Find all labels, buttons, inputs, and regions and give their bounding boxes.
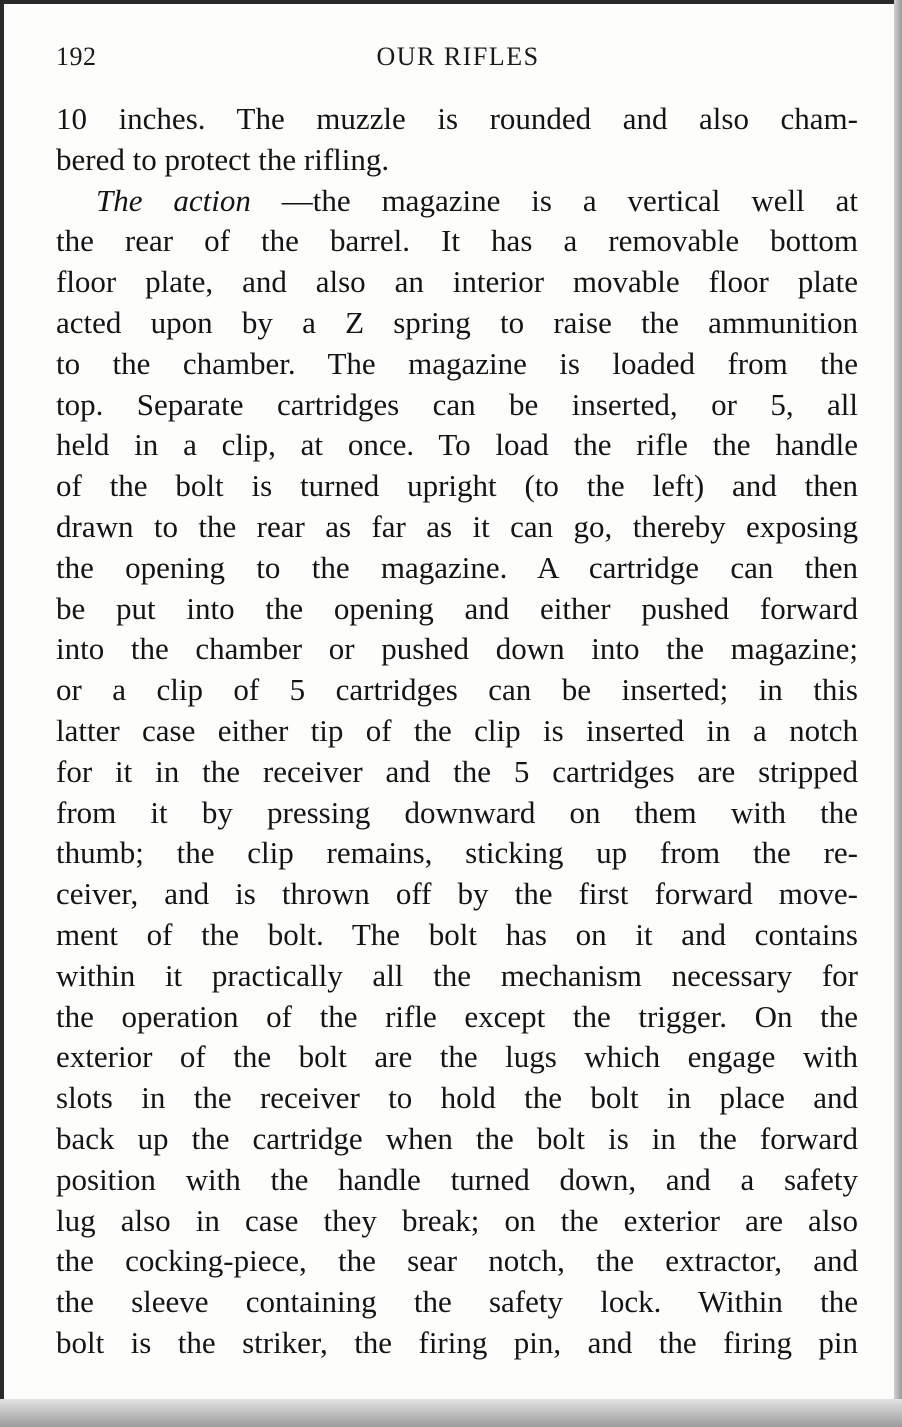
text-line: ceiver, and is thrown off by the first forward move- bbox=[56, 876, 858, 912]
lead-line-rest: —the magazine is a vertical well at bbox=[281, 182, 858, 218]
text-line: top. Separate cartridges can be inserted, or 5, all bbox=[56, 386, 858, 422]
scan-edge-left bbox=[0, 0, 4, 1427]
text-line: bolt is the striker, the firing pin, and the firing pin bbox=[56, 1324, 858, 1360]
text-line: back up the cartridge when the bolt is in the forward bbox=[56, 1120, 858, 1156]
paragraph-lead-line bbox=[56, 181, 858, 222]
text-line: the operation of the rifle except the trigger. On the bbox=[56, 998, 858, 1034]
text-line: for it in the receiver and the 5 cartridges are stripped bbox=[56, 753, 858, 789]
text-line: to the chamber. The magazine is loaded from the bbox=[56, 345, 858, 381]
section-lead-italic: The action bbox=[96, 182, 251, 218]
text-line: of the bolt is turned upright (to the left) and then bbox=[56, 468, 858, 504]
text-line: position with the handle turned down, and a safety bbox=[56, 1161, 858, 1197]
body-text bbox=[56, 99, 858, 1364]
text-line: floor plate, and also an interior movable floor plate bbox=[56, 264, 858, 300]
running-head: OUR RIFLES bbox=[376, 42, 540, 71]
text-line: drawn to the rear as far as it can go, thereby exposing bbox=[56, 508, 858, 544]
text-line: held in a clip, at once. To load the rifle the handle bbox=[56, 427, 858, 463]
text-line: acted upon by a Z spring to raise the ammunition bbox=[56, 304, 858, 340]
text-line: the rear of the barrel. It has a removable bottom bbox=[56, 223, 858, 259]
text-line: 10 inches. The muzzle is rounded and also cham- bbox=[56, 101, 858, 136]
text-line: from it by pressing downward on them with the bbox=[56, 794, 858, 830]
text-line: the opening to the magazine. A cartridge can then bbox=[56, 549, 858, 585]
page-number: 192 bbox=[56, 42, 97, 71]
page-header bbox=[56, 42, 860, 78]
text-line: latter case either tip of the clip is inserted in a notch bbox=[56, 712, 858, 748]
text-line: lug also in case they break; on the exterior are also bbox=[56, 1202, 858, 1238]
scan-edge-top bbox=[0, 0, 902, 4]
text-line: the sleeve containing the safety lock. Within the bbox=[56, 1284, 858, 1320]
text-line: or a clip of 5 cartridges can be inserted; in this bbox=[56, 672, 858, 708]
scan-edge-right bbox=[894, 0, 902, 1427]
text-line: exterior of the bolt are the lugs which engage with bbox=[56, 1039, 858, 1075]
text-line: ment of the bolt. The bolt has on it and contains bbox=[56, 916, 858, 952]
scan-edge-bottom bbox=[0, 1399, 902, 1427]
text-line: slots in the receiver to hold the bolt in place and bbox=[56, 1080, 858, 1116]
text-line: bered to protect the rifling. bbox=[56, 141, 390, 177]
text-line: the cocking-piece, the sear notch, the extractor, and bbox=[56, 1243, 858, 1279]
text-line: thumb; the clip remains, sticking up from the re- bbox=[56, 835, 858, 871]
text-line: be put into the opening and either pushed forward bbox=[56, 590, 858, 626]
text-line: into the chamber or pushed down into the magazine; bbox=[56, 631, 858, 667]
text-line: within it practically all the mechanism necessary for bbox=[56, 957, 858, 993]
